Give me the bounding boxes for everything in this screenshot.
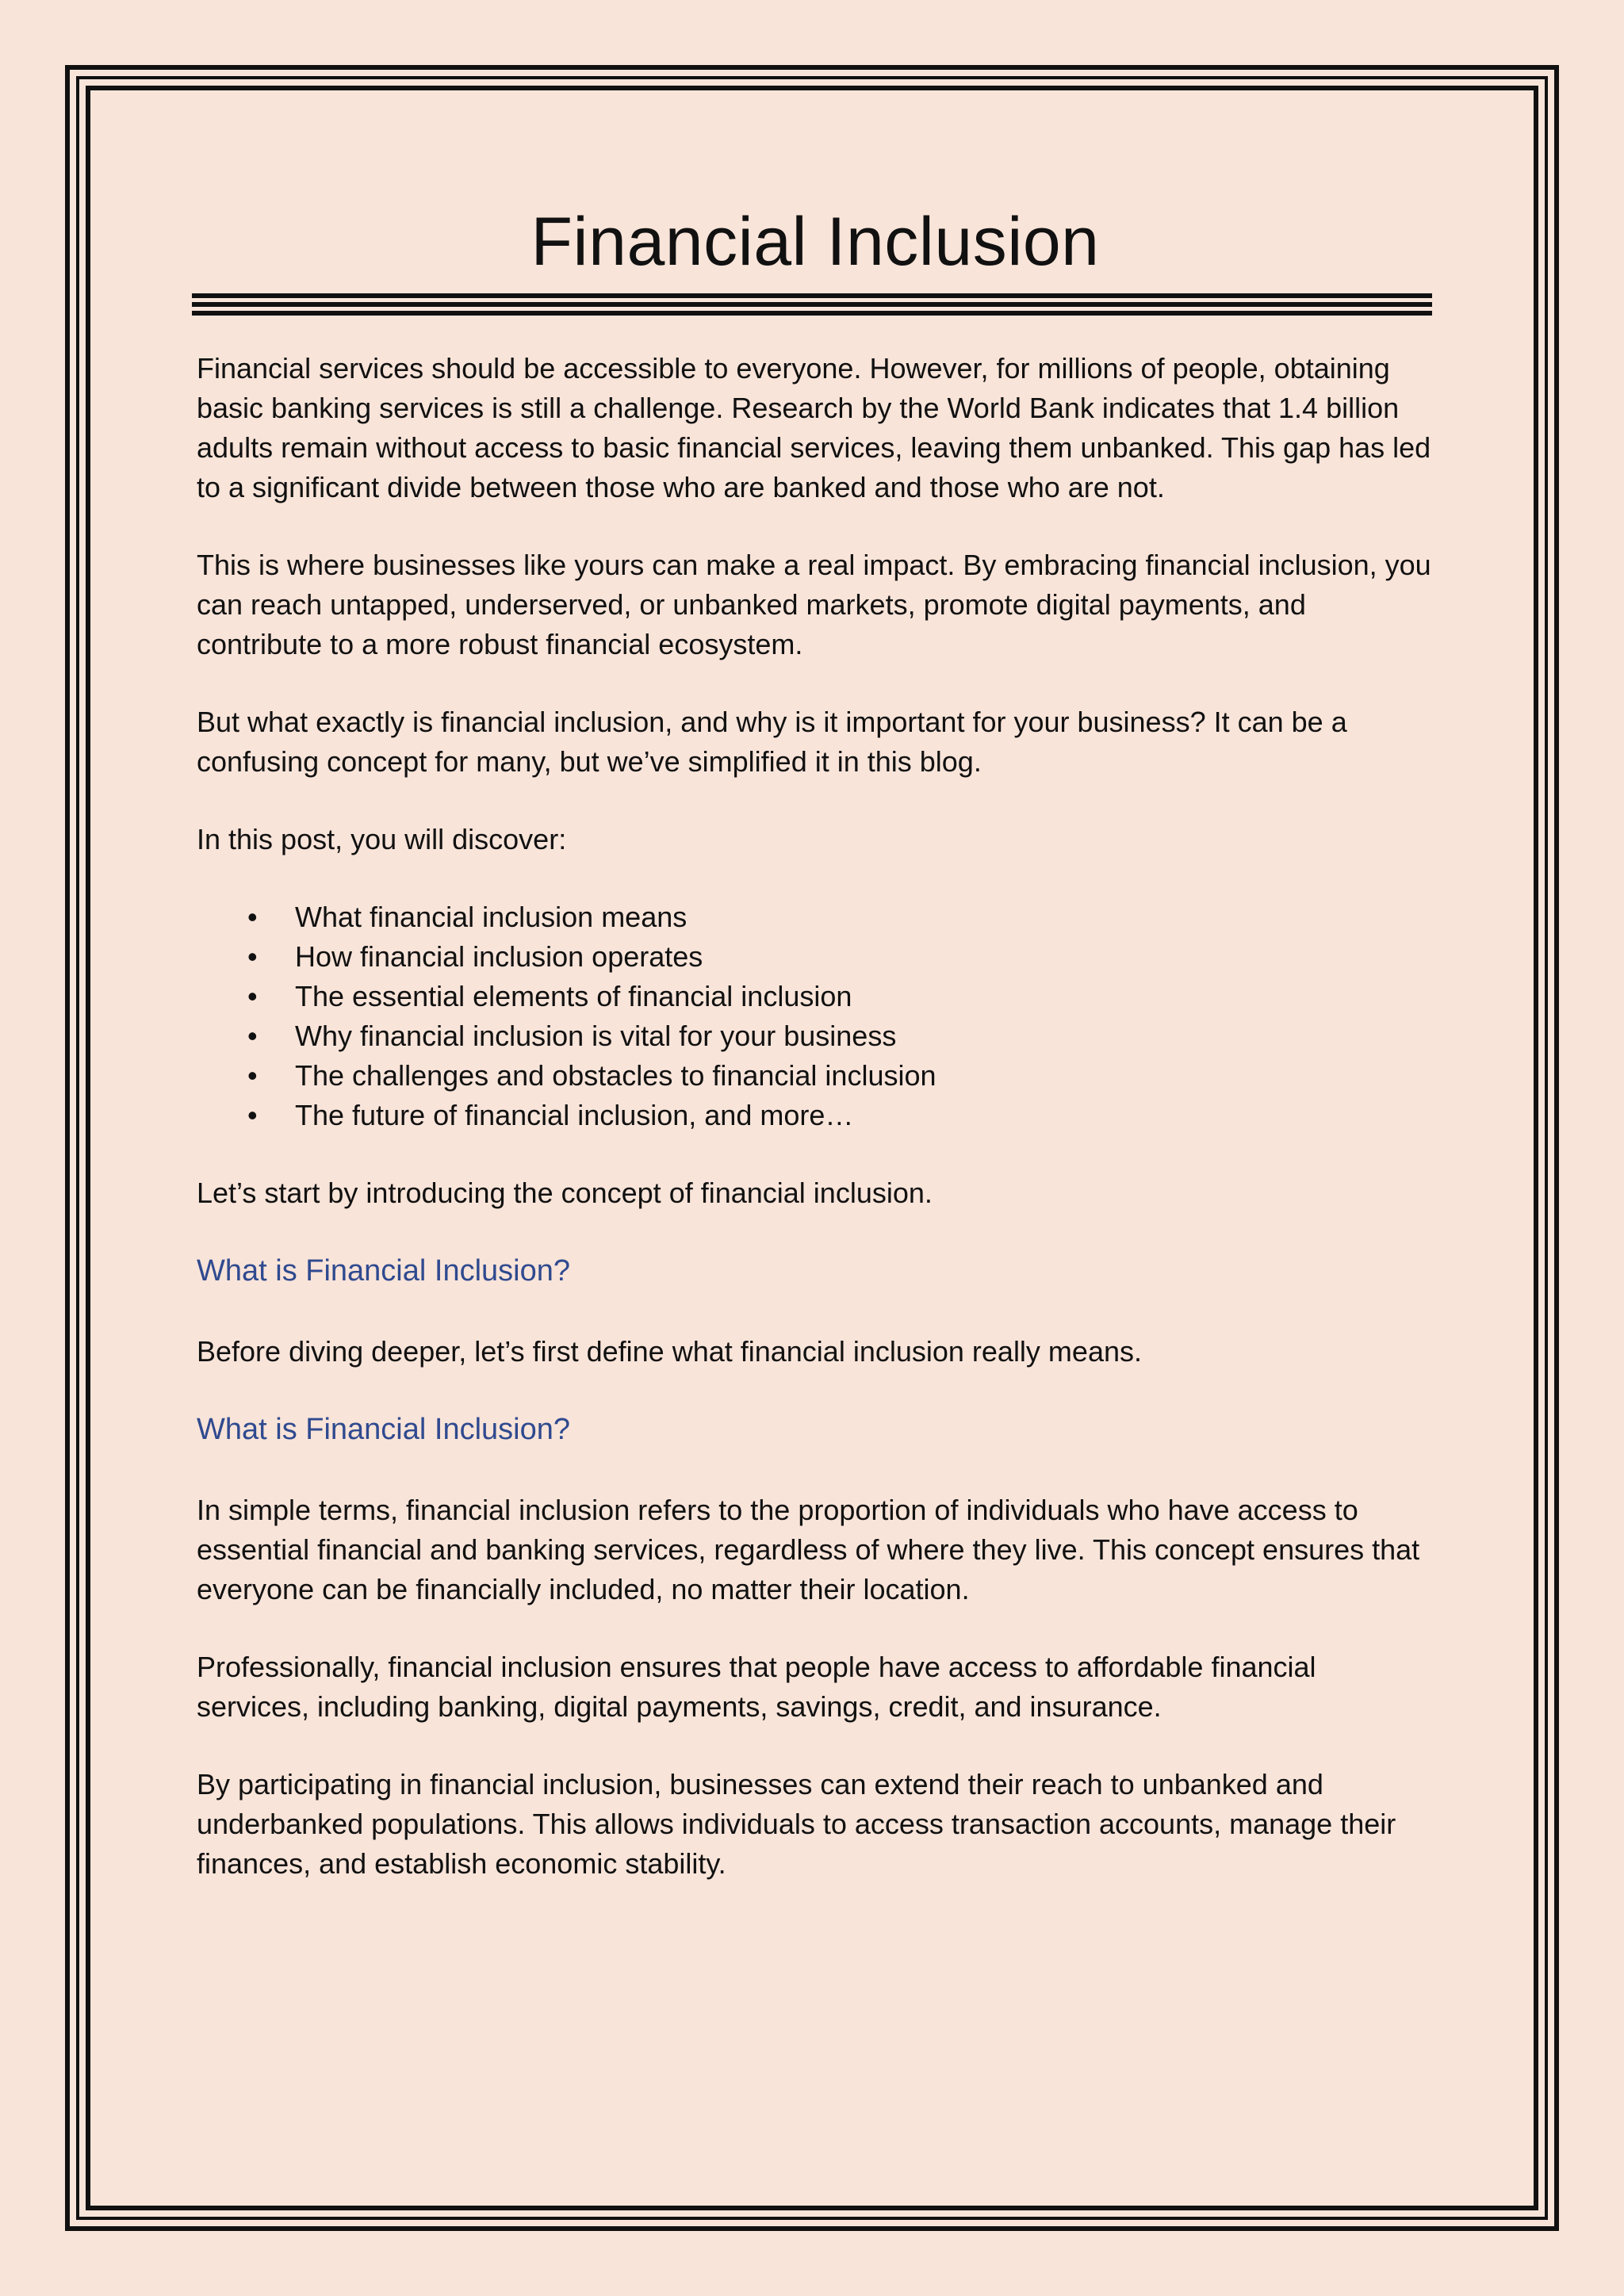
intro-paragraph-4: In this post, you will discover: bbox=[197, 823, 567, 855]
list-item bbox=[197, 977, 1434, 1016]
intro-paragraph-3: But what exactly is financial inclusion, and why is it important for your business? It can be a confusing concept for many, but we’ve simplified it in this blog. bbox=[197, 706, 1347, 778]
page-title: Financial Inclusion bbox=[530, 204, 1100, 280]
list-item-text: The challenges and obstacles to financial inclusion bbox=[295, 1059, 936, 1092]
title-underline bbox=[192, 293, 1432, 316]
bullet-icon: • bbox=[247, 980, 258, 1012]
bullet-icon: • bbox=[247, 901, 258, 933]
list-item bbox=[197, 937, 1434, 977]
bullet-icon: • bbox=[247, 940, 258, 973]
list-item bbox=[197, 1096, 1434, 1135]
list-item-text: What financial inclusion means bbox=[295, 901, 688, 933]
document-body bbox=[197, 190, 1434, 1884]
intro-paragraph-2: This is where businesses like yours can make a real impact. By embracing financial inclusion, you can reach untapped, underserved, or unbanked markets, promote digital payments, and contribute to a more robust financial ecosystem. bbox=[197, 549, 1431, 660]
topics-list bbox=[197, 897, 1434, 1135]
list-item-text: How financial inclusion operates bbox=[295, 940, 703, 973]
intro-paragraph-1: Financial services should be accessible to everyone. However, for millions of people, obtaining basic banking services is still a challenge. Research by the World Bank indicates that 1.4 billion adults remain without access to basic financial services, leaving them unbanked. This gap has led to a significant divide between those who are banked and those who are not. bbox=[197, 352, 1431, 503]
bullet-icon: • bbox=[247, 1099, 258, 1131]
section-2-paragraph-2: Professionally, financial inclusion ensures that people have access to affordable financial services, including banking, digital payments, savings, credit, and insurance. bbox=[197, 1651, 1316, 1723]
section-1-paragraph: Before diving deeper, let’s first define what financial inclusion really means. bbox=[197, 1335, 1142, 1368]
section-2-paragraph-3: By participating in financial inclusion, businesses can extend their reach to unbanked and underbanked populations. This allows individuals to access transaction accounts, manage their finances, and establish economic stability. bbox=[197, 1768, 1396, 1880]
list-item bbox=[197, 1016, 1434, 1056]
list-item-text: Why financial inclusion is vital for your business bbox=[295, 1020, 897, 1052]
list-item-text: The essential elements of financial inclusion bbox=[295, 980, 852, 1012]
section-heading-1: What is Financial Inclusion? bbox=[197, 1254, 570, 1288]
bullet-icon: • bbox=[247, 1020, 258, 1052]
section-2-paragraph-1: In simple terms, financial inclusion refers to the proportion of individuals who have access to essential financial and banking services, regardless of where they live. This concept ensures that everyone can be financially included, no matter their location. bbox=[197, 1494, 1420, 1605]
list-item-text: The future of financial inclusion, and more… bbox=[295, 1099, 854, 1131]
list-item bbox=[197, 897, 1434, 937]
section-heading-2: What is Financial Inclusion? bbox=[197, 1413, 570, 1446]
bullet-icon: • bbox=[247, 1059, 258, 1092]
list-item bbox=[197, 1056, 1434, 1096]
lead-in-paragraph: Let’s start by introducing the concept of financial inclusion. bbox=[197, 1177, 933, 1209]
